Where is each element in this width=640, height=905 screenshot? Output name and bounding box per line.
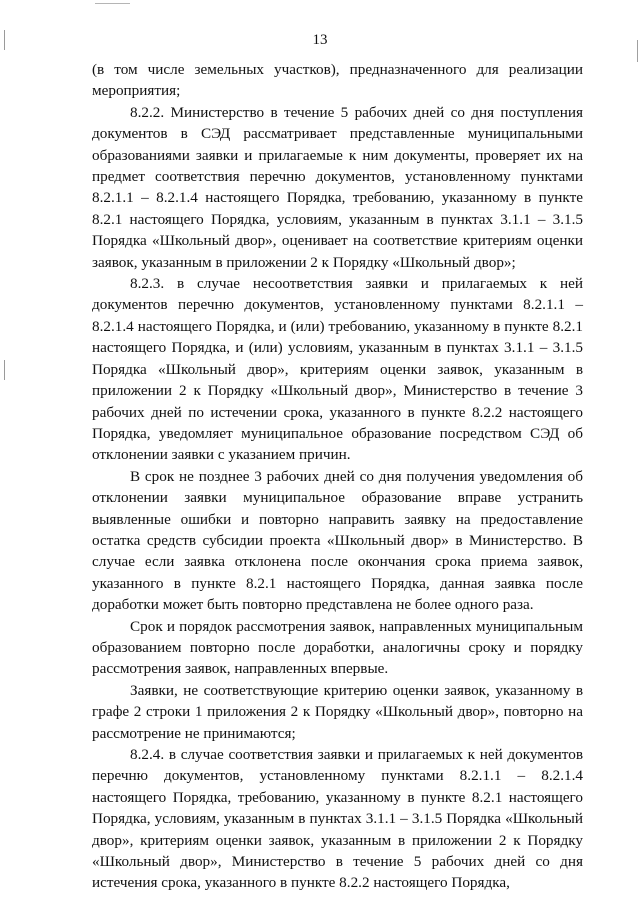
paragraph-8-2-4: 8.2.4. в случае соответствия заявки и прилагаемых к ней документов перечню документов, установленному пунктами 8.2.1.1 – 8.2.1.4 настоящего Порядка, требованию, указанному в пункте 8.2.1 настоящего Порядка, условиям, указанным в пунктах 3.1.1 – 3.1.5 Порядка «Школьный двор», критериям оценки заявок, указанным в приложении 2 к Порядку «Школьный двор», Министерство в течение 5 рабочих дней со дня истечения срока, указанного в пункте 8.2.2 настоящего Порядка, (92, 746, 583, 892)
paragraph-continuation: (в том числе земельных участков), предназначенного для реализации мероприятия; (92, 61, 583, 100)
paragraph-8-2-3: 8.2.3. в случае несоответствия заявки и прилагаемых к ней документов перечню документов, установленному пунктами 8.2.1.1 – 8.2.1.4 настоящего Порядка, и (или) требованию, указанному в пункте 8.2.1 настоящего Порядка, и (или) условиям, указанным в пунктах 3.1.1 – 3.1.5 Порядка «Школьный двор», критериям оценки заявок, указанным в приложении 2 к Порядку «Школьный двор», Министерство в течение 3 рабочих дней по истечении срока, указанного в пункте 8.2.2 настоящего Порядка, уведомляет муниципальное образование посредством СЭД об отклонении заявки с указанием причин. (92, 275, 583, 464)
page-number: 13 (312, 32, 328, 48)
paragraph-non-compliant-applications: Заявки, не соответствующие критерию оценки заявок, указанному в графе 2 строки 1 приложения 2 к Порядку «Школьный двор», повторно на рассмотрение не принимаются; (92, 681, 583, 742)
scan-artifact-top (95, 0, 130, 4)
scan-artifact-left-edge-lower (4, 360, 5, 380)
document-body (92, 59, 583, 894)
paragraph-8-2-2: 8.2.2. Министерство в течение 5 рабочих дней со дня поступления документов в СЭД рассматривает представленные муниципальными образованиями заявки и прилагаемые к ним документы, проверяет их на предмет соответствия перечню документов, установленному пунктами 8.2.1.1 – 8.2.1.4 настоящего Порядка, требованию, указанному в пункте 8.2.1 настоящего Порядка, условиям, указанным в пунктах 3.1.1 – 3.1.5 Порядка «Школьный двор», оценивает на соответствие критериям оценки заявок, указанным в приложении 2 к Порядку «Школьный двор»; (92, 103, 583, 271)
paragraph-resubmission-procedure: Срок и порядок рассмотрения заявок, направленных муниципальным образованием повторно после доработки, аналогичны сроку и порядку рассмотрения заявок, направленных впервые. (92, 617, 583, 678)
paragraph-resubmission-deadline: В срок не позднее 3 рабочих дней со дня получения уведомления об отклонении заявки муниципальное образование вправе устранить выявленные ошибки и повторно направить заявку на предоставление остатка средств субсидии проекта «Школьный двор» в Министерство. В случае если заявка отклонена после окончания срока приема заявок, указанного в пункте 8.2.1 настоящего Порядка, данная заявка после доработки может быть повторно представлена не более одного раза. (92, 467, 583, 614)
